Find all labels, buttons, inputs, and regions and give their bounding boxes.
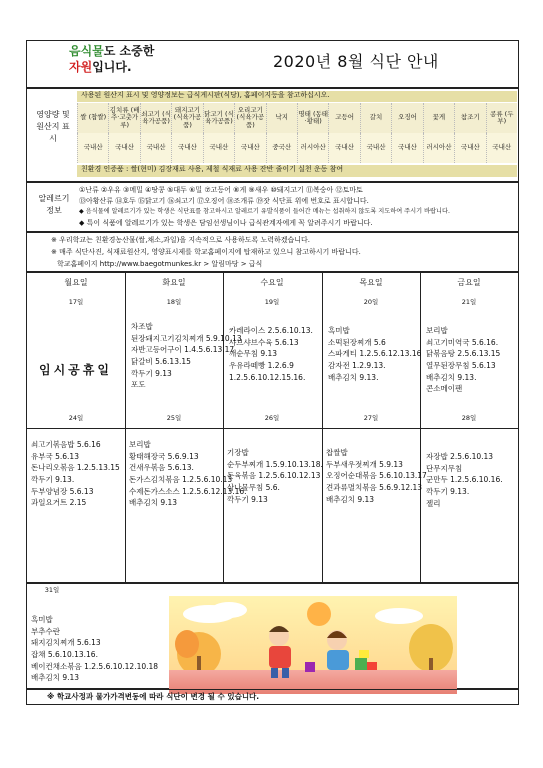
menu-item: 돈가스김치볶음 1.2.5.6.10.13 — [129, 474, 233, 484]
menu-item: 쇠고기볶음밥 5.6.16 — [31, 440, 101, 449]
menu-item: 우유라떼빵 1.2.6.9 — [229, 360, 294, 370]
header-box — [26, 40, 519, 88]
menu-item: 자장밥 2.5.6.10.13 — [426, 452, 494, 461]
slogan-red: 자원 — [69, 59, 93, 74]
origin-source: 국내산 — [234, 133, 265, 163]
allergy-line-1: ①난류 ②우유 ③메밀 ④땅콩 ⑤대두 ⑥밀 ⑦고등어 ⑧게 ⑨새우 ⑩돼지고기 ⑪복숭아 ⑫토마토 — [79, 186, 363, 194]
menu-item: 열무된장무침 5.6.13 — [426, 360, 496, 370]
menu-item: 황태해장국 5.6.9.13 — [129, 451, 199, 461]
menu-item: 흑미밥 — [31, 615, 53, 624]
menu-item: 수제돈가스소스 1.2.5.6.12.13.16. — [129, 486, 247, 496]
origin-item: 참조기 — [454, 103, 485, 133]
menu-item: 된장돼지고기김치찌개 5.9.10.13 — [131, 333, 242, 343]
date-thu-2: 27일 — [363, 414, 379, 422]
menu-item: 배추김치 9.13 — [129, 498, 178, 508]
origin-label: 영양량 및 원산지 표시 — [36, 110, 70, 143]
menu-wed-2 — [227, 447, 323, 505]
allergy-line-2: ⑬아황산류 ⑭호두 ⑮닭고기 ⑯쇠고기 ⑰오징어 ⑱조개류 ⑲잣 식단표 위에 번호로 표시합니다. — [79, 197, 369, 205]
menu-item: 잡채 5.6.10.13.16. — [31, 649, 98, 659]
origin-source: 국내산 — [108, 133, 139, 163]
footer-note: ※ 학교사정과 물가가격변동에 따라 식단이 변경 될 수 있습니다. — [47, 692, 260, 701]
menu-fri-2 — [426, 451, 503, 509]
menu-item: 돈육볶음 1.2.5.6.10.12.13 — [227, 471, 321, 481]
slogan-text-1: 도 소중한 — [103, 44, 155, 58]
origin-source: 러시아산 — [297, 133, 328, 163]
date-wed-2: 26일 — [264, 414, 280, 422]
day-name-tue: 화요일 — [162, 278, 186, 287]
menu-item: 순두부찌개 1.5.9.10.13.18. — [227, 459, 323, 469]
menu-item: 유부국 5.6.13 — [31, 451, 79, 461]
menu-mon-3 — [31, 614, 158, 684]
origin-item: 돼지고기 (식육가공품) — [171, 103, 202, 133]
menu-item: 포도 — [131, 380, 146, 390]
origin-item: 낙지 — [266, 103, 297, 133]
menu-tue-1 — [131, 321, 242, 391]
menu-item: 기장밥 — [227, 448, 249, 457]
date-fri-2: 28일 — [461, 414, 477, 422]
menu-fri-1 — [426, 325, 500, 395]
menu-item: 찹쌀밥 — [326, 448, 348, 457]
menu-item: 차조밥 — [131, 322, 153, 331]
origin-item: 갈치 — [360, 103, 391, 133]
date-thu-1: 20일 — [363, 298, 379, 306]
day-name-mon: 월요일 — [64, 278, 88, 287]
slogan-text-2: 입니다. — [92, 59, 132, 74]
menu-item: 배추김치 9.13 — [31, 673, 80, 683]
menu-item: 흑미밥 — [328, 326, 350, 335]
date-tue-1: 18일 — [166, 298, 182, 306]
allergy-label: 알레르기 정보 — [38, 194, 70, 215]
menu-item: 단무지무침 — [426, 463, 463, 473]
menu-item: 오징어순대볶음 5.6.10.13.17 — [326, 471, 427, 481]
origin-source: 국내산 — [140, 133, 171, 163]
origin-item: 오리고기 (식육가공품) — [234, 103, 265, 133]
page-title: 2020년 8월 식단 안내 — [273, 52, 439, 71]
date-tue-2: 25일 — [166, 414, 182, 422]
origin-item: 쌀 (찹쌀) — [77, 103, 108, 133]
menu-item: 돈나리오볶음 1.2.5.13.15 — [31, 463, 120, 473]
origin-item: 닭고기 (식육가공품) — [203, 103, 234, 133]
menu-item: 건새우볶음 5.6.13. — [129, 463, 194, 473]
menu-item: 깍두기 9.13. — [426, 486, 470, 496]
origin-source: 국내산 — [77, 133, 108, 163]
menu-mon-2 — [31, 439, 120, 509]
origin-source: 중국산 — [266, 133, 297, 163]
origin-source: 국내산 — [391, 133, 422, 163]
origin-item: 꽃게 — [423, 103, 454, 133]
day-name-thu: 목요일 — [359, 278, 383, 287]
origin-item: 김치류 (배추·고춧가루) — [108, 103, 139, 133]
note-line-2: ※ 매주 식단사진, 식재료원산지, 영양표시제를 학교홈페이지에 탑재하고 있으니 참고하시기 바랍니다. — [51, 248, 361, 256]
menu-item: 깍두기 9.13. — [31, 474, 75, 484]
menu-item: 닭볶음탕 2.5.6.13.15 — [426, 349, 501, 359]
slogan — [69, 45, 179, 75]
menu-item: 배추김치 9.13. — [328, 372, 379, 382]
day-name-fri: 금요일 — [457, 278, 481, 287]
origin-footer: 친환경 인증품 : 쌀(현미) 김장재료 사용, 제철 식재료 사용 잔반 줄이기 실천 운동 참여 — [77, 165, 517, 177]
date-fri-1: 21일 — [461, 298, 477, 306]
date-mon-3: 31일 — [44, 586, 60, 594]
menu-item: 쇠고기미역국 5.6.16. — [426, 337, 499, 347]
menu-item: 콘소메이팬 — [426, 384, 463, 394]
origin-item: 오징어 — [391, 103, 422, 133]
menu-thu-2 — [326, 447, 427, 505]
allergy-line-4: ◆ 특이 식품에 알레르기가 있는 학생은 담임선생님이나 급식관계자에게 꼭 알려주시기 바랍니다. — [79, 219, 373, 227]
menu-item: 닭갈비 5.6.13.15 — [131, 356, 191, 366]
menu-item: 삼나물무침 5.6. — [227, 482, 280, 492]
origin-item: 콩류 (두부) — [486, 103, 517, 133]
menu-item: 보리밥 — [129, 440, 151, 449]
origin-source: 국내산 — [454, 133, 485, 163]
allergy-line-3: ◆ 음식물에 알레르기가 있는 학생은 식단표를 참고하시고 알레르기 유발식품이 들어간 메뉴는 섭취하지 않도록 지도하여 주시기 바랍니다. — [79, 208, 450, 215]
date-mon-1: 17일 — [68, 298, 84, 306]
menu-item: 젤리 — [426, 498, 441, 508]
origin-item: 쇠고기 (식육가공품) — [140, 103, 171, 133]
week3-row — [26, 583, 519, 689]
date-wed-1: 19일 — [264, 298, 280, 306]
menu-item: 깍두기 9.13 — [131, 368, 172, 378]
slogan-green: 음식물 — [69, 44, 104, 58]
menu-item: 감자전 1.2.9.13. — [328, 360, 386, 370]
menu-item: 돼지김치찌개 5.6.13 — [31, 638, 101, 648]
menu-item: 베이컨채소볶음 1.2.5.6.10.12.10.18 — [31, 661, 159, 671]
menu-item: 샤브샤브수육 5.6.13 — [229, 337, 299, 347]
menu-item: 두부양념장 5.6.13 — [31, 486, 94, 496]
menu-item: 자반고등어구이 1.4.5.6.13.17 — [131, 345, 235, 355]
menu-item: 스파게티 1.2.5.6.12.13.16 — [328, 349, 422, 359]
note-line-1: ※ 우리학교는 친환경농산물(쌀,채소,과일)을 지속적으로 사용하도록 노력하겠습니다. — [51, 236, 311, 244]
menu-item: 소떡된장찌개 5.6 — [328, 337, 386, 347]
note-line-3: 학교홈페이지 http://www.baegotmunkes.kr > 알림마당 > 급식 — [57, 260, 263, 268]
origin-note: 사용된 원산지 표시 및 영양정보는 급식게시판(식당), 홈페이지등을 참고하십시오. — [77, 91, 517, 102]
origin-source: 국내산 — [171, 133, 202, 163]
origin-item: 고등어 — [328, 103, 359, 133]
origin-source: 러시아산 — [423, 133, 454, 163]
menu-item: 부추수란 — [31, 626, 60, 636]
date-mon-2: 24일 — [68, 414, 84, 422]
notes-section — [26, 232, 519, 272]
menu-item: 견과류멸치볶음 5.6.9.12.13 — [326, 482, 423, 492]
menu-item: 1.2.5.6.10.12.15.16. — [229, 372, 306, 382]
allergy-section — [26, 182, 519, 232]
menu-item: 군만두 1.2.5.6.10.16. — [426, 475, 503, 485]
origin-source: 국내산 — [486, 133, 517, 163]
menu-thu-1 — [328, 325, 421, 383]
menu-item: 보리밥 — [426, 326, 448, 335]
day-name-wed: 수요일 — [260, 278, 284, 287]
origin-section — [26, 88, 519, 182]
origin-item: 명태 (동태·황태) — [297, 103, 328, 133]
menu-item: 과일요거트 2.15 — [31, 498, 87, 508]
menu-item: 배추김치 9.13. — [426, 372, 477, 382]
menu-grid — [26, 272, 519, 583]
children-illustration — [169, 596, 457, 694]
menu-item: 두부새우젓찌개 5.9.13 — [326, 459, 403, 469]
holiday-label: 임시공휴일 — [39, 363, 112, 377]
origin-source: 국내산 — [328, 133, 359, 163]
origin-source: 국내산 — [203, 133, 234, 163]
footer-box — [26, 689, 519, 705]
menu-item: 카레라이스 2.5.6.10.13. — [229, 326, 313, 335]
menu-item: 깍두기 9.13 — [227, 494, 268, 504]
origin-grid — [77, 103, 517, 163]
origin-source: 국내산 — [360, 133, 391, 163]
menu-wed-1 — [229, 325, 313, 383]
menu-item: 깨순무침 9.13 — [229, 349, 278, 359]
menu-item: 배추김치 9.13 — [326, 494, 375, 504]
